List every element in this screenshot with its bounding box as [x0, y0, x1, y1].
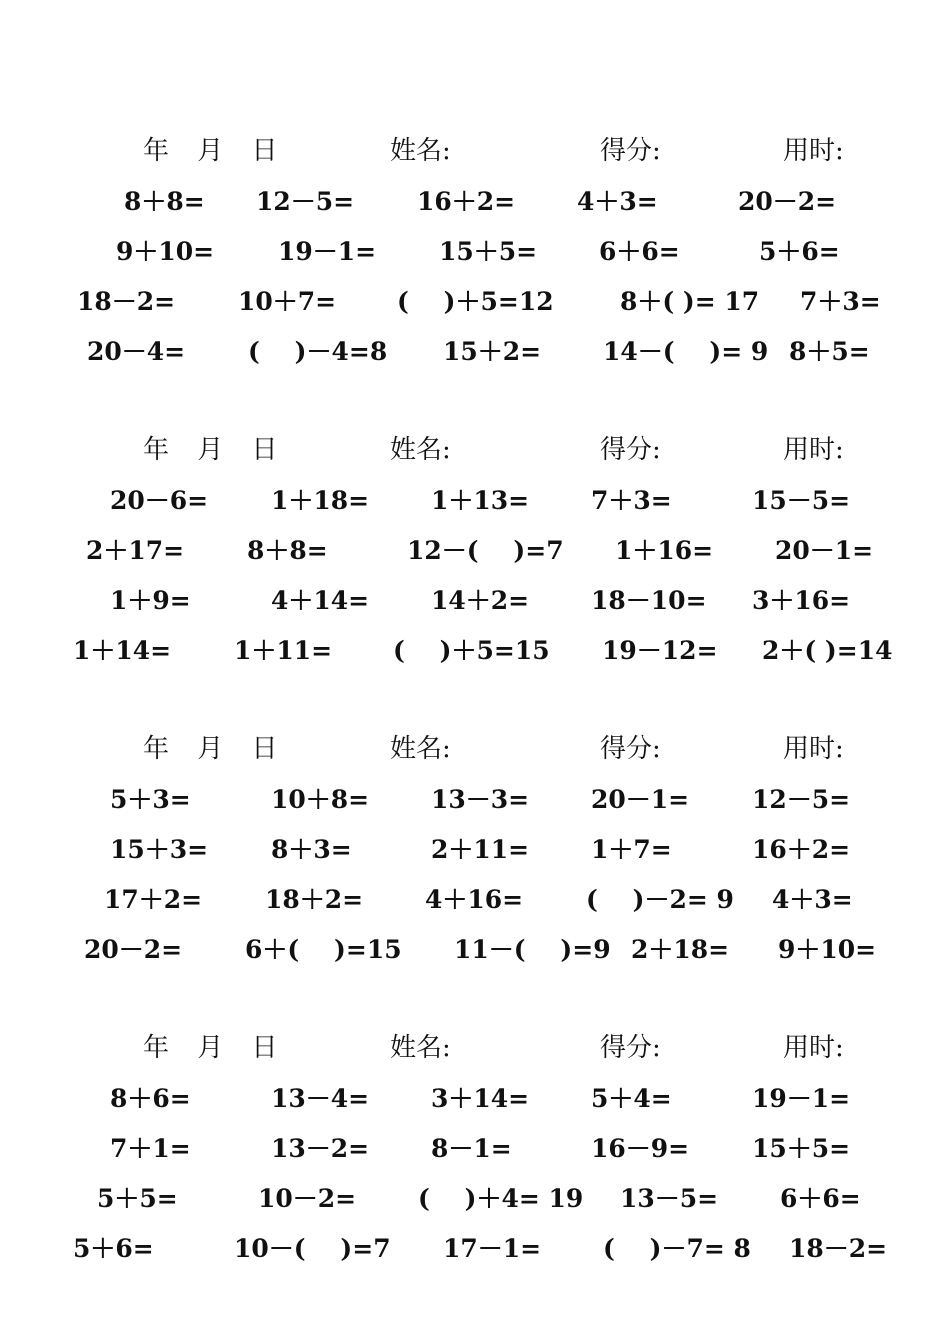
problem: 8＋6=: [110, 1084, 191, 1113]
problem-row: [0, 1079, 950, 1119]
problem: 7＋3=: [591, 486, 672, 515]
problem-row: [0, 531, 950, 571]
problem-row: [0, 830, 950, 870]
problem: 5＋5=: [97, 1184, 178, 1213]
problem: 15＋2=: [443, 337, 542, 366]
problem: 5＋3=: [110, 785, 191, 814]
score-label: 得分:: [600, 734, 661, 764]
problem: 6＋( )=15: [245, 935, 402, 964]
problem: 14＋2=: [431, 586, 530, 615]
problem: 18－2=: [77, 287, 176, 316]
problem: 9＋10=: [116, 237, 215, 266]
name-label: 姓名:: [390, 734, 451, 764]
problem: ( )＋5=15: [393, 636, 550, 665]
exercise-set-1: [0, 133, 950, 393]
problem: 8＋8=: [124, 187, 205, 216]
problem: 8＋8=: [247, 536, 328, 565]
problem: 4＋16=: [425, 885, 524, 914]
problem: 1＋11=: [234, 636, 333, 665]
problem: 16＋2=: [752, 835, 851, 864]
problem: 10－( )=7: [234, 1234, 391, 1263]
problem: 20－6=: [110, 486, 209, 515]
problem-row: [0, 780, 950, 820]
time-label: 用时:: [783, 136, 844, 166]
problem: 14－( )= 9: [603, 337, 769, 366]
problem: 12－( )=7: [407, 536, 564, 565]
problem: 1＋14=: [73, 636, 172, 665]
problem: 2＋11=: [431, 835, 530, 864]
problem-row: [0, 1229, 950, 1269]
name-label: 姓名:: [390, 435, 451, 465]
problem: 20－2=: [84, 935, 183, 964]
problem: 19－12=: [602, 636, 718, 665]
score-label: 得分:: [600, 435, 661, 465]
problem: 8－1=: [431, 1134, 512, 1163]
problem: 20－1=: [591, 785, 690, 814]
problem: 4＋3=: [577, 187, 658, 216]
problem: 4＋3=: [772, 885, 853, 914]
problem: 13－3=: [431, 785, 530, 814]
problem: ( )－2= 9: [586, 885, 734, 914]
problem: 2＋17=: [86, 536, 185, 565]
problem: 18＋2=: [265, 885, 364, 914]
time-label: 用时:: [783, 734, 844, 764]
problem-row: [0, 880, 950, 920]
date-label: 年 月 日: [143, 136, 288, 166]
problem: 1＋18=: [271, 486, 370, 515]
problem: 15＋3=: [110, 835, 209, 864]
problem: 7＋1=: [110, 1134, 191, 1163]
problem: 5＋6=: [759, 237, 840, 266]
problem: 11－( )=9: [454, 935, 611, 964]
problem-row: [0, 182, 950, 222]
problem-row: [0, 581, 950, 621]
problem: 18－10=: [591, 586, 707, 615]
problem: 19－1=: [752, 1084, 851, 1113]
problem: 17＋2=: [104, 885, 203, 914]
score-label: 得分:: [600, 136, 661, 166]
problem-row: [0, 1129, 950, 1169]
problem: 20－1=: [775, 536, 874, 565]
problem: 15＋5=: [439, 237, 538, 266]
problem: 15＋5=: [752, 1134, 851, 1163]
problem: 3＋16=: [752, 586, 851, 615]
problem: 5＋6=: [73, 1234, 154, 1263]
problem: 17－1=: [443, 1234, 542, 1263]
problem: 16＋2=: [417, 187, 516, 216]
problem-row: [0, 332, 950, 372]
exercise-set-4: [0, 1030, 950, 1290]
problem-row: [0, 481, 950, 521]
exercise-set-3: [0, 731, 950, 991]
problem: 13－2=: [271, 1134, 370, 1163]
problem: 1＋9=: [110, 586, 191, 615]
problem: 15－5=: [752, 486, 851, 515]
problem-row: [0, 930, 950, 970]
problem: 10＋7=: [238, 287, 337, 316]
problem: 2＋( )=14: [762, 636, 893, 665]
problem: 18－2=: [789, 1234, 888, 1263]
problem: 10－2=: [258, 1184, 357, 1213]
problem: 13－4=: [271, 1084, 370, 1113]
problem-row: [0, 282, 950, 322]
date-label: 年 月 日: [143, 435, 288, 465]
problem: 9＋10=: [778, 935, 877, 964]
problem-row: [0, 631, 950, 671]
problem: 3＋14=: [431, 1084, 530, 1113]
problem: 12－5=: [752, 785, 851, 814]
problem: ( )＋4= 19: [418, 1184, 584, 1213]
problem: 7＋3=: [800, 287, 881, 316]
score-label: 得分:: [600, 1033, 661, 1063]
problem: 20－4=: [87, 337, 186, 366]
problem: 12－5=: [256, 187, 355, 216]
problem: ( )－7= 8: [603, 1234, 751, 1263]
problem: 2＋18=: [631, 935, 730, 964]
problem: ( )－4=8: [248, 337, 388, 366]
problem: 19－1=: [278, 237, 377, 266]
problem: 1＋16=: [615, 536, 714, 565]
time-label: 用时:: [783, 1033, 844, 1063]
problem: 8＋5=: [789, 337, 870, 366]
problem: 4＋14=: [271, 586, 370, 615]
date-label: 年 月 日: [143, 1033, 288, 1063]
problem: 10＋8=: [271, 785, 370, 814]
problem: 13－5=: [620, 1184, 719, 1213]
problem: 8＋( )= 17: [620, 287, 760, 316]
problem: 6＋6=: [780, 1184, 861, 1213]
date-label: 年 月 日: [143, 734, 288, 764]
exercise-set-2: [0, 432, 950, 692]
time-label: 用时:: [783, 435, 844, 465]
problem-row: [0, 1179, 950, 1219]
problem: 1＋13=: [431, 486, 530, 515]
problem: 5＋4=: [591, 1084, 672, 1113]
problem: 16－9=: [591, 1134, 690, 1163]
problem: 1＋7=: [591, 835, 672, 864]
problem: 20－2=: [738, 187, 837, 216]
name-label: 姓名:: [390, 1033, 451, 1063]
problem: ( )＋5=12: [397, 287, 554, 316]
problem: 6＋6=: [599, 237, 680, 266]
problem: 8＋3=: [271, 835, 352, 864]
problem-row: [0, 232, 950, 272]
name-label: 姓名:: [390, 136, 451, 166]
